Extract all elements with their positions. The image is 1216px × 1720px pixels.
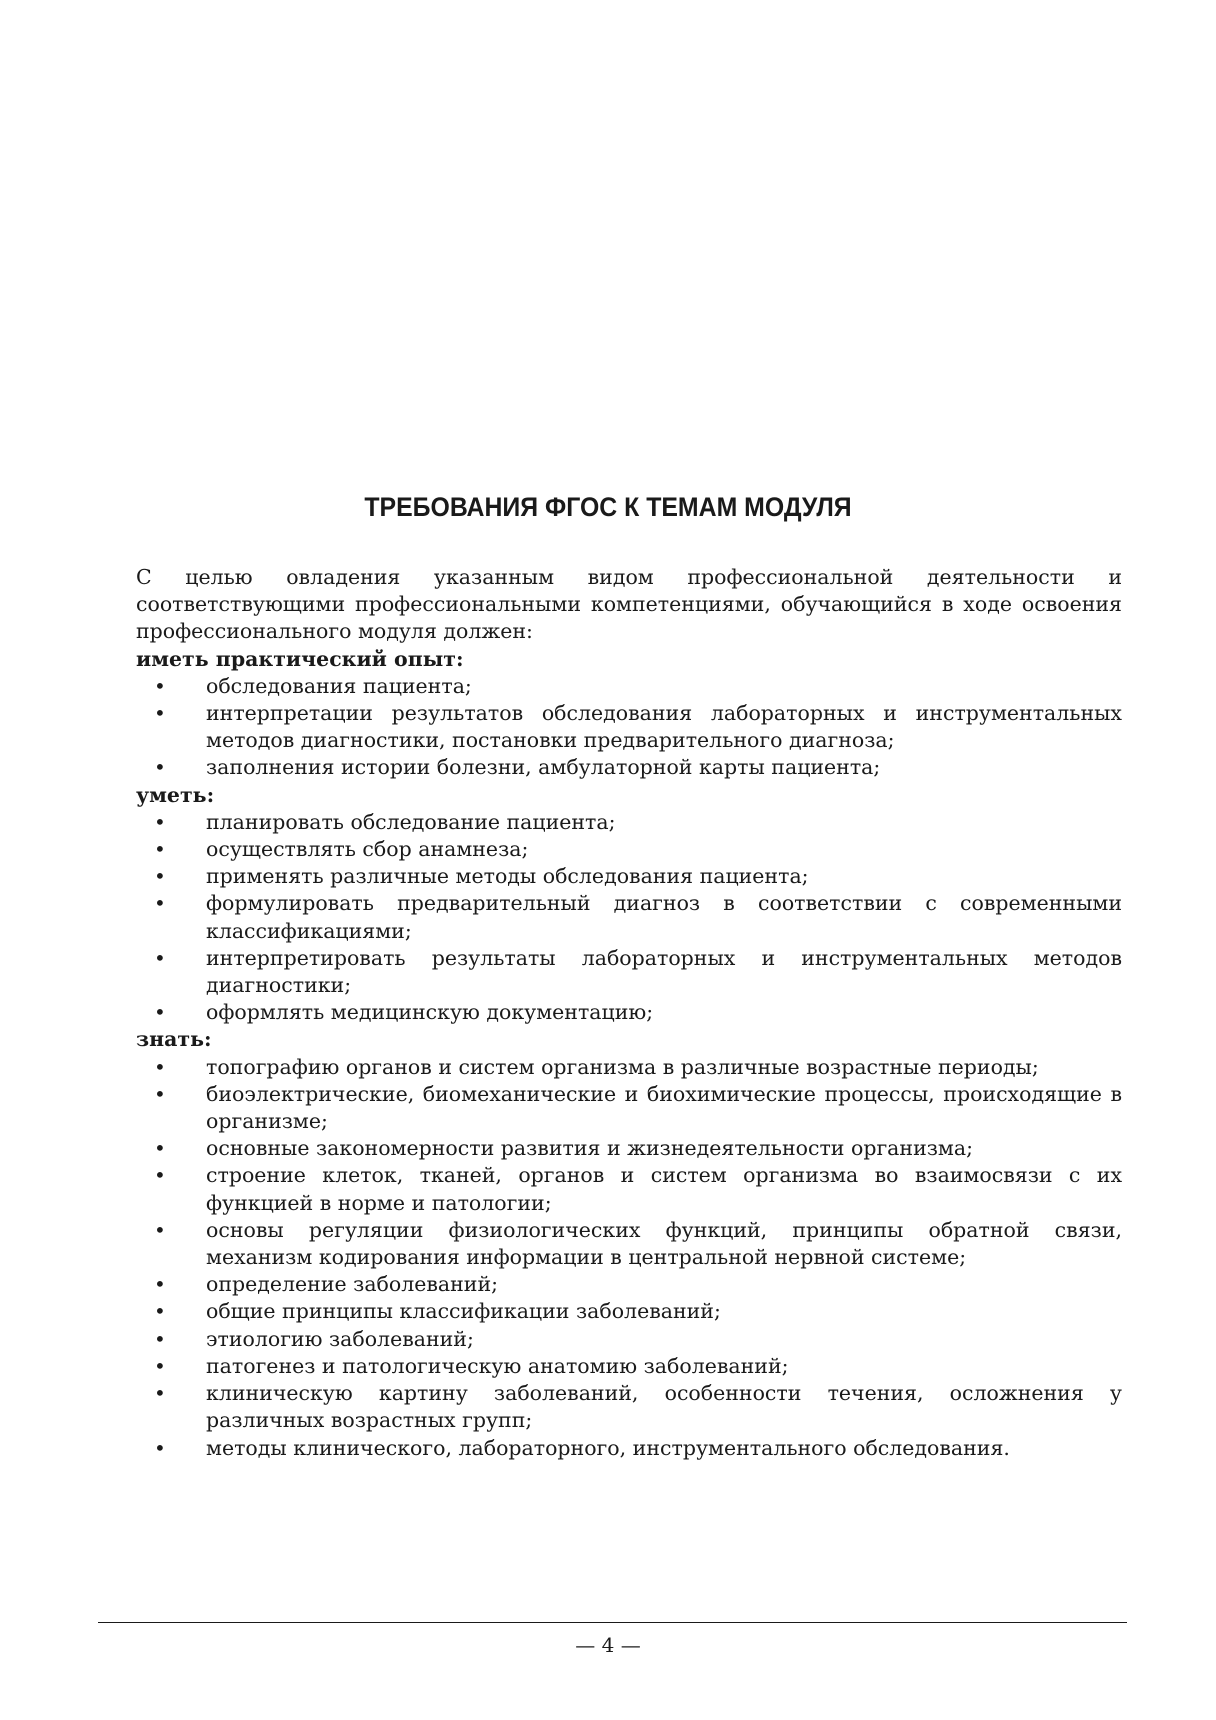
list-item: • планировать обследование пациента; xyxy=(136,809,1122,836)
bullet-icon: • xyxy=(154,755,166,780)
bullet-icon: • xyxy=(154,1272,166,1297)
bullet-icon: • xyxy=(154,837,166,862)
bullet-icon: • xyxy=(154,1163,166,1188)
intro-paragraph xyxy=(136,564,1122,646)
bullet-icon: • xyxy=(154,945,166,970)
list-item: • обследования пациента; xyxy=(136,673,1122,700)
list-item: • формулировать предварительный диагноз в соответствии с современными классификациями; xyxy=(154,891,1122,943)
list-item: • интерпретации результатов обследования лабораторных и инструментальных методов диагностики, постановки предварительного диагноза; xyxy=(154,701,1122,753)
list-item: • определение заболеваний; xyxy=(136,1271,1122,1298)
list-item: • клиническую картину заболеваний, особенности течения, осложнения у различных возрастных групп; xyxy=(154,1381,1122,1433)
bullet-icon: • xyxy=(154,809,166,834)
bullet-icon: • xyxy=(154,1299,166,1324)
bullet-icon: • xyxy=(154,673,166,698)
bullet-icon: • xyxy=(154,1054,166,1079)
list-item: • осуществлять сбор анамнеза; xyxy=(136,836,1122,863)
list-item: • патогенез и патологическую анатомию заболеваний; xyxy=(136,1353,1122,1380)
list-item: • применять различные методы обследования пациента; xyxy=(136,863,1122,890)
bullet-icon: • xyxy=(154,1000,166,1025)
footer-divider xyxy=(98,1622,1127,1623)
page-title: ТРЕБОВАНИЯ ФГОС К ТЕМАМ МОДУЛЯ xyxy=(364,492,852,522)
intro-text: С целью овладения указанным видом профессиональной деятельности и соответствующими профессиональными компетенциями, обучающийся в ходе освоения профессионального модуля должен: xyxy=(136,565,1122,644)
bullet-icon: • xyxy=(154,701,166,726)
list-item: • общие принципы классификации заболеваний; xyxy=(136,1298,1122,1325)
bullet-icon: • xyxy=(154,891,166,916)
list-item: • этиологию заболеваний; xyxy=(136,1326,1122,1353)
section-label: уметь: xyxy=(136,782,215,807)
bullet-list xyxy=(136,673,1122,782)
section-experience xyxy=(136,646,1122,782)
list-item: • основы регуляции физиологических функций, принципы обратной связи, механизм кодирования информации в центральной нервной системе; xyxy=(154,1217,1122,1270)
list-item: • основные закономерности развития и жизнедеятельности организма; xyxy=(136,1135,1122,1162)
bullet-icon: • xyxy=(154,1435,166,1460)
bullet-icon: • xyxy=(154,1081,166,1106)
list-item: • методы клинического, лабораторного, инструментального обследования. xyxy=(136,1435,1122,1462)
bullet-icon: • xyxy=(154,1353,166,1378)
list-item: • оформлять медицинскую документацию; xyxy=(136,999,1122,1026)
bullet-icon: • xyxy=(154,1217,166,1242)
list-item: • топографию органов и систем организма в различные возрастные периоды; xyxy=(136,1054,1122,1081)
bullet-icon: • xyxy=(154,864,166,889)
section-label: знать: xyxy=(136,1027,212,1052)
document-body xyxy=(136,564,1122,1462)
bullet-icon: • xyxy=(154,1136,166,1161)
page-number: — 4 — xyxy=(575,1633,641,1657)
bullet-list xyxy=(136,1054,1122,1462)
list-item: • биоэлектрические, биомеханические и биохимические процессы, происходящие в организме; xyxy=(154,1081,1122,1134)
bullet-list xyxy=(136,809,1122,1027)
list-item: • строение клеток, тканей, органов и систем организма во взаимосвязи с их функцией в норме и патологии; xyxy=(154,1163,1122,1215)
section-label: иметь практический опыт: xyxy=(136,646,464,671)
list-item: • заполнения истории болезни, амбулаторной карты пациента; xyxy=(136,754,1122,781)
list-item: • интерпретировать результаты лабораторных и инструментальных методов диагностики; xyxy=(154,945,1122,998)
section-knowledge xyxy=(136,1026,1122,1461)
bullet-icon: • xyxy=(154,1381,166,1406)
bullet-icon: • xyxy=(154,1326,166,1351)
section-skills xyxy=(136,782,1122,1027)
